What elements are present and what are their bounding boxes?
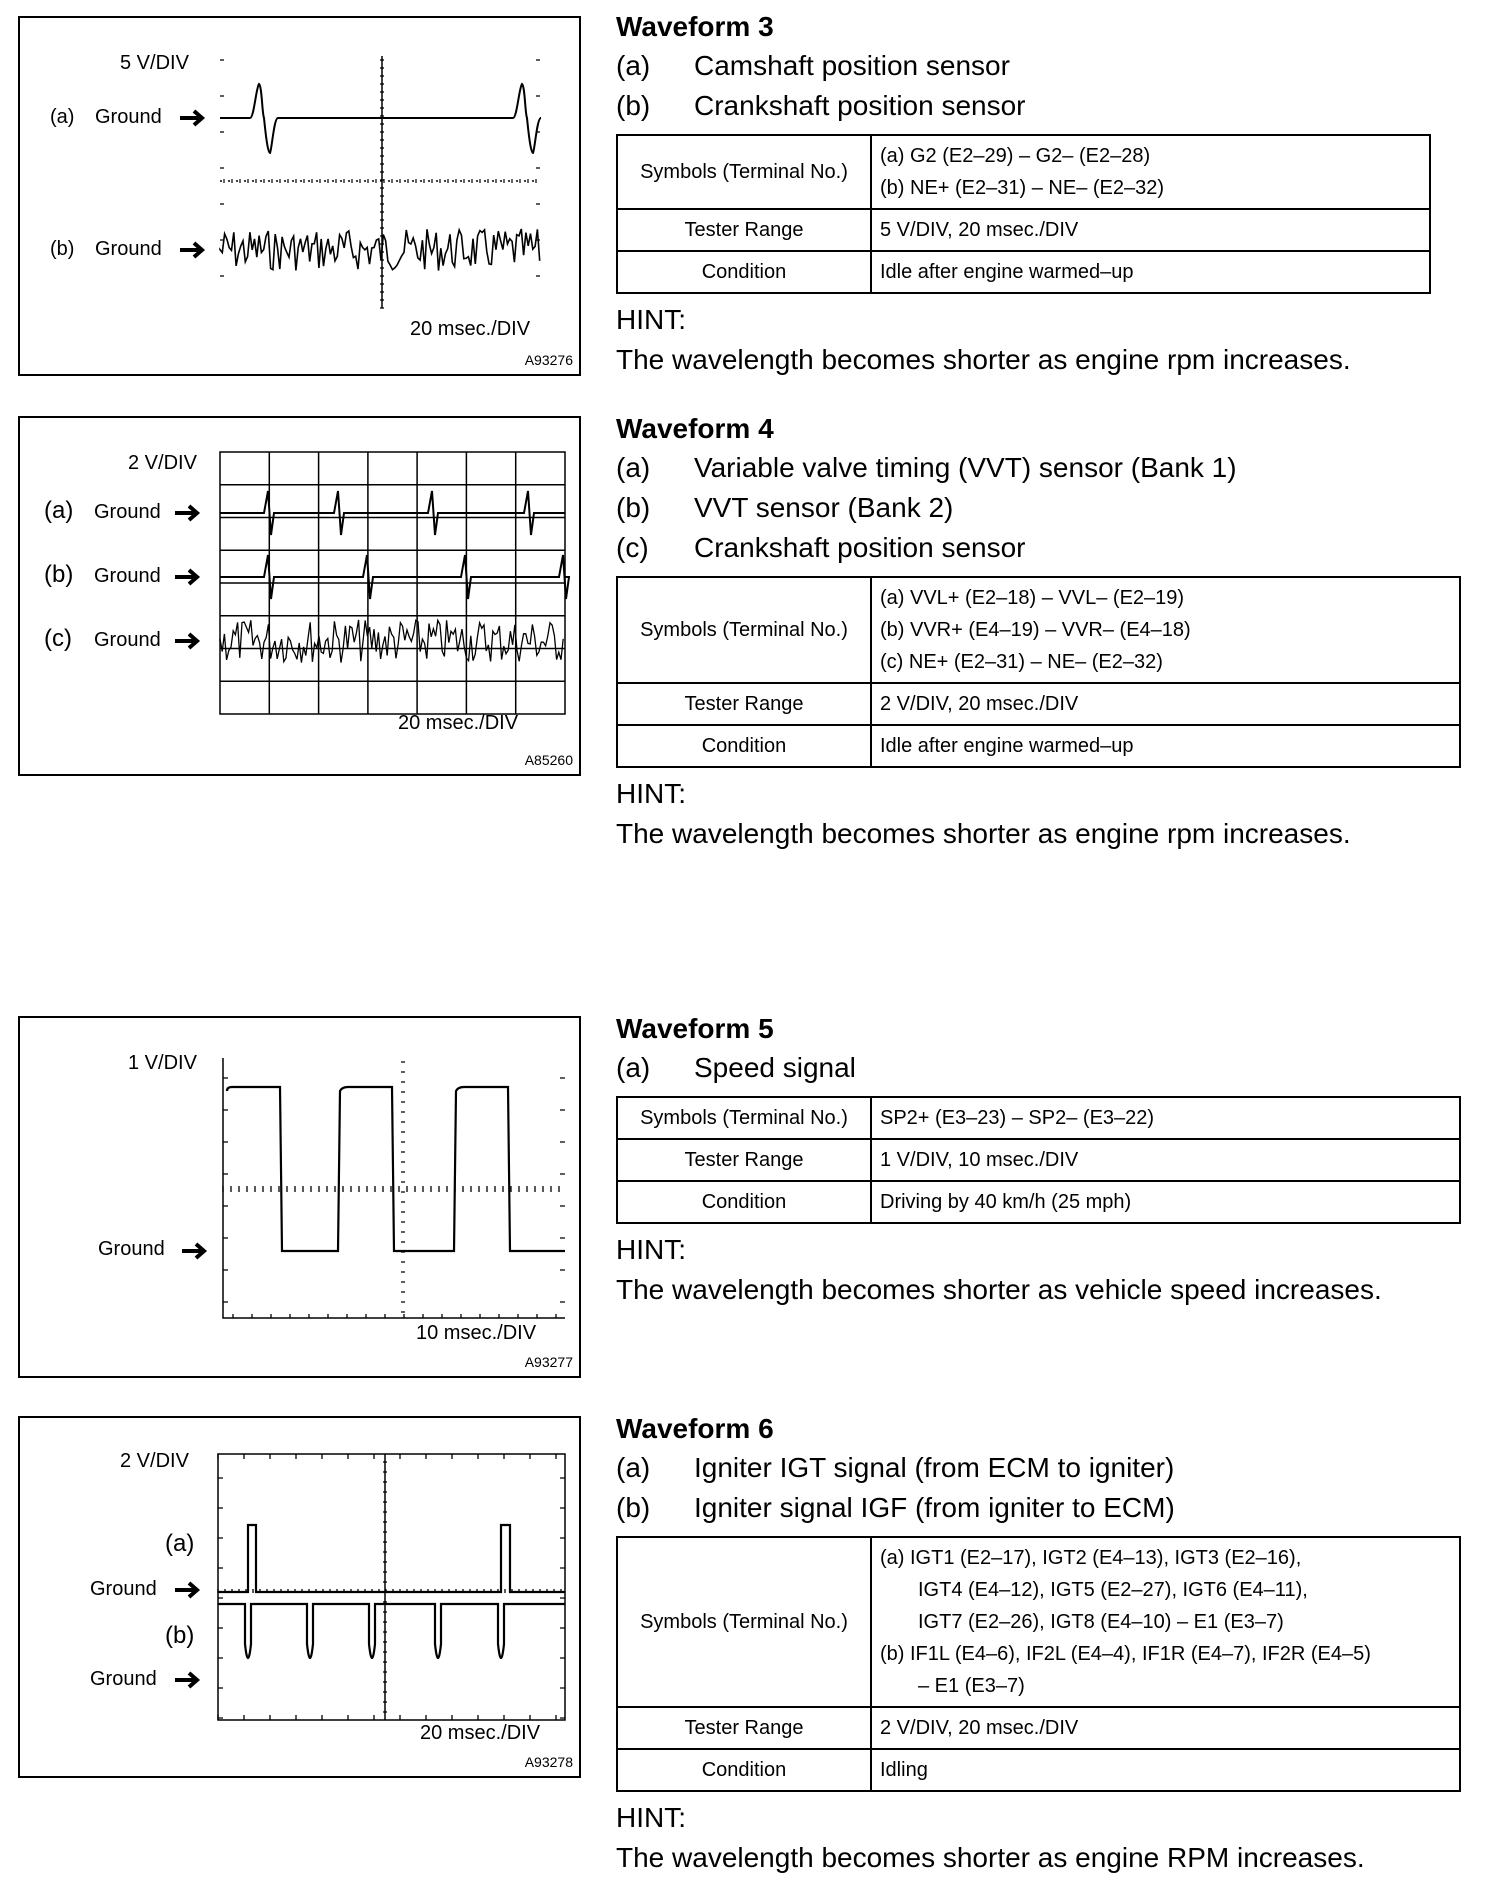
row-header: Condition [617, 1181, 871, 1223]
ground-label: Ground [94, 629, 161, 651]
waveform-title: Waveform 6 [616, 1413, 774, 1444]
w4-grid [220, 452, 565, 714]
row-header: Condition [617, 1749, 871, 1791]
ground-label: Ground [94, 565, 161, 587]
row-value: (a) VVL+ (E2–18) – VVL– (E2–19) (b) VVR+ (E4–19) – VVR– (E4–18) (c) NE+ (E2–31) – NE– (E2–32) [871, 577, 1460, 683]
channel-mark: (b) [165, 1622, 195, 1649]
row-value: 1 V/DIV, 10 msec./DIV [871, 1139, 1460, 1181]
hint-text: The wavelength becomes shorter as engine rpm increases. [616, 818, 1351, 849]
list-item: (c) Crankshaft position sensor [616, 532, 1026, 563]
ground-label: Ground [95, 106, 162, 128]
spec-table [616, 1536, 1461, 1792]
row-value: (a) G2 (E2–29) – G2– (E2–28) (b) NE+ (E2–31) – NE– (E2–32) [871, 135, 1430, 209]
hint-label: HINT: [616, 778, 686, 809]
hint-label: HINT: [616, 304, 686, 335]
row-value: SP2+ (E3–23) – SP2– (E3–22) [871, 1097, 1460, 1139]
w6-trace-b [218, 1604, 565, 1658]
list-item: (a) Camshaft position sensor [616, 50, 1010, 81]
time-div-label: 20 msec./DIV [420, 1722, 541, 1744]
waveform-4-figure [18, 416, 581, 776]
list-item: (a) Igniter IGT signal (from ECM to igniter) [616, 1452, 1175, 1483]
figure-code: A85260 [524, 752, 573, 768]
figure-code: A93276 [524, 352, 573, 368]
waveform-6-text [616, 1412, 1486, 1878]
list-item: (b) Crankshaft position sensor [616, 90, 1026, 121]
channel-mark: (a) [165, 1530, 195, 1557]
arrow-icon [175, 570, 197, 584]
volt-div-label: 2 V/DIV [128, 452, 197, 474]
arrow-icon [175, 634, 197, 648]
spec-table [616, 134, 1431, 294]
ground-label: Ground [98, 1238, 165, 1260]
table-row [617, 1749, 1460, 1791]
table-row [617, 251, 1430, 293]
hint-text: The wavelength becomes shorter as vehicle speed increases. [616, 1274, 1382, 1305]
waveform-title: Waveform 3 [616, 11, 774, 42]
hint-label: HINT: [616, 1802, 686, 1833]
figure-code: A93277 [524, 1354, 573, 1370]
arrow-icon [175, 506, 197, 520]
ground-label: Ground [90, 1668, 157, 1690]
waveform-title: Waveform 4 [616, 413, 774, 444]
channel-mark: (a) [44, 497, 74, 524]
row-header: Symbols (Terminal No.) [617, 135, 871, 209]
w3-trace-b [220, 229, 540, 271]
hint-text: The wavelength becomes shorter as engine RPM increases. [616, 1842, 1365, 1873]
table-row [617, 1139, 1460, 1181]
row-header: Symbols (Terminal No.) [617, 1537, 871, 1707]
row-value: 2 V/DIV, 20 msec./DIV [871, 683, 1460, 725]
w5-trace [227, 1087, 565, 1251]
row-header: Condition [617, 725, 871, 767]
channel-mark: (b) [50, 238, 75, 260]
waveform-title: Waveform 5 [616, 1013, 774, 1044]
table-row [617, 1707, 1460, 1749]
spec-table [616, 576, 1461, 768]
volt-div-label: 1 V/DIV [128, 1052, 197, 1074]
w4-trace-c [220, 620, 563, 663]
volt-div-label: 2 V/DIV [120, 1450, 189, 1472]
list-item: (b) VVT sensor (Bank 2) [616, 492, 954, 523]
w4-trace-b [220, 555, 569, 599]
volt-div-label: 5 V/DIV [120, 52, 189, 74]
w6-ticks [218, 1454, 565, 1720]
waveform-3-figure [18, 16, 581, 376]
ground-label: Ground [90, 1578, 157, 1600]
row-header: Tester Range [617, 1707, 871, 1749]
w6-trace-a [218, 1525, 565, 1592]
w4-trace-a [220, 491, 565, 535]
table-row [617, 1097, 1460, 1139]
w3-trace-a [220, 84, 541, 153]
row-header: Tester Range [617, 683, 871, 725]
ground-label: Ground [95, 238, 162, 260]
list-item: (b) Igniter signal IGF (from igniter to ECM) [616, 1492, 1175, 1523]
ground-label: Ground [94, 501, 161, 523]
waveform-5-text [616, 1012, 1486, 1310]
arrow-icon [175, 1583, 197, 1597]
spec-table [616, 1096, 1461, 1224]
w6-frame [218, 1454, 565, 1720]
figure-code: A93278 [524, 1754, 573, 1770]
hint-label: HINT: [616, 1234, 686, 1265]
arrow-icon [182, 1244, 204, 1258]
time-div-label: 20 msec./DIV [410, 318, 531, 340]
channel-mark: (a) [50, 106, 75, 128]
arrow-icon [180, 243, 202, 257]
row-value: 5 V/DIV, 20 msec./DIV [871, 209, 1430, 251]
row-value: Idle after engine warmed–up [871, 725, 1460, 767]
row-value: (a) IGT1 (E2–17), IGT2 (E4–13), IGT3 (E2–16), IGT4 (E4–12), IGT5 (E2–27), IGT6 (E4–11), IGT7 (E2–26), IGT8 (E4–10) – E1 (E3–7) (b) IF1L (E4–6), IF2L (E4–4), IF1R (E4–7), IF2R (E4–5) – E1 (E3–7) [871, 1537, 1460, 1707]
table-row [617, 1181, 1460, 1223]
row-header: Symbols (Terminal No.) [617, 1097, 871, 1139]
waveform-4-text [616, 412, 1486, 854]
time-div-label: 10 msec./DIV [416, 1322, 537, 1344]
table-row [617, 135, 1430, 209]
list-item: (a) Speed signal [616, 1052, 856, 1083]
arrow-icon [175, 1673, 197, 1687]
table-row [617, 209, 1430, 251]
channel-mark: (b) [44, 561, 74, 588]
hint-text: The wavelength becomes shorter as engine rpm increases. [616, 344, 1351, 375]
row-value: Idling [871, 1749, 1460, 1791]
row-header: Tester Range [617, 209, 871, 251]
waveform-5-figure [18, 1016, 581, 1378]
arrow-icon [180, 111, 202, 125]
table-row [617, 1537, 1460, 1707]
waveform-3-text [616, 10, 1486, 380]
channel-mark: (c) [44, 625, 72, 652]
row-value: Idle after engine warmed–up [871, 251, 1430, 293]
row-header: Condition [617, 251, 871, 293]
table-row [617, 577, 1460, 683]
table-row [617, 725, 1460, 767]
row-value: Driving by 40 km/h (25 mph) [871, 1181, 1460, 1223]
row-header: Tester Range [617, 1139, 871, 1181]
row-header: Symbols (Terminal No.) [617, 577, 871, 683]
waveform-6-figure [18, 1416, 581, 1778]
row-value: 2 V/DIV, 20 msec./DIV [871, 1707, 1460, 1749]
time-div-label: 20 msec./DIV [398, 712, 519, 734]
table-row [617, 683, 1460, 725]
list-item: (a) Variable valve timing (VVT) sensor (Bank 1) [616, 452, 1237, 483]
